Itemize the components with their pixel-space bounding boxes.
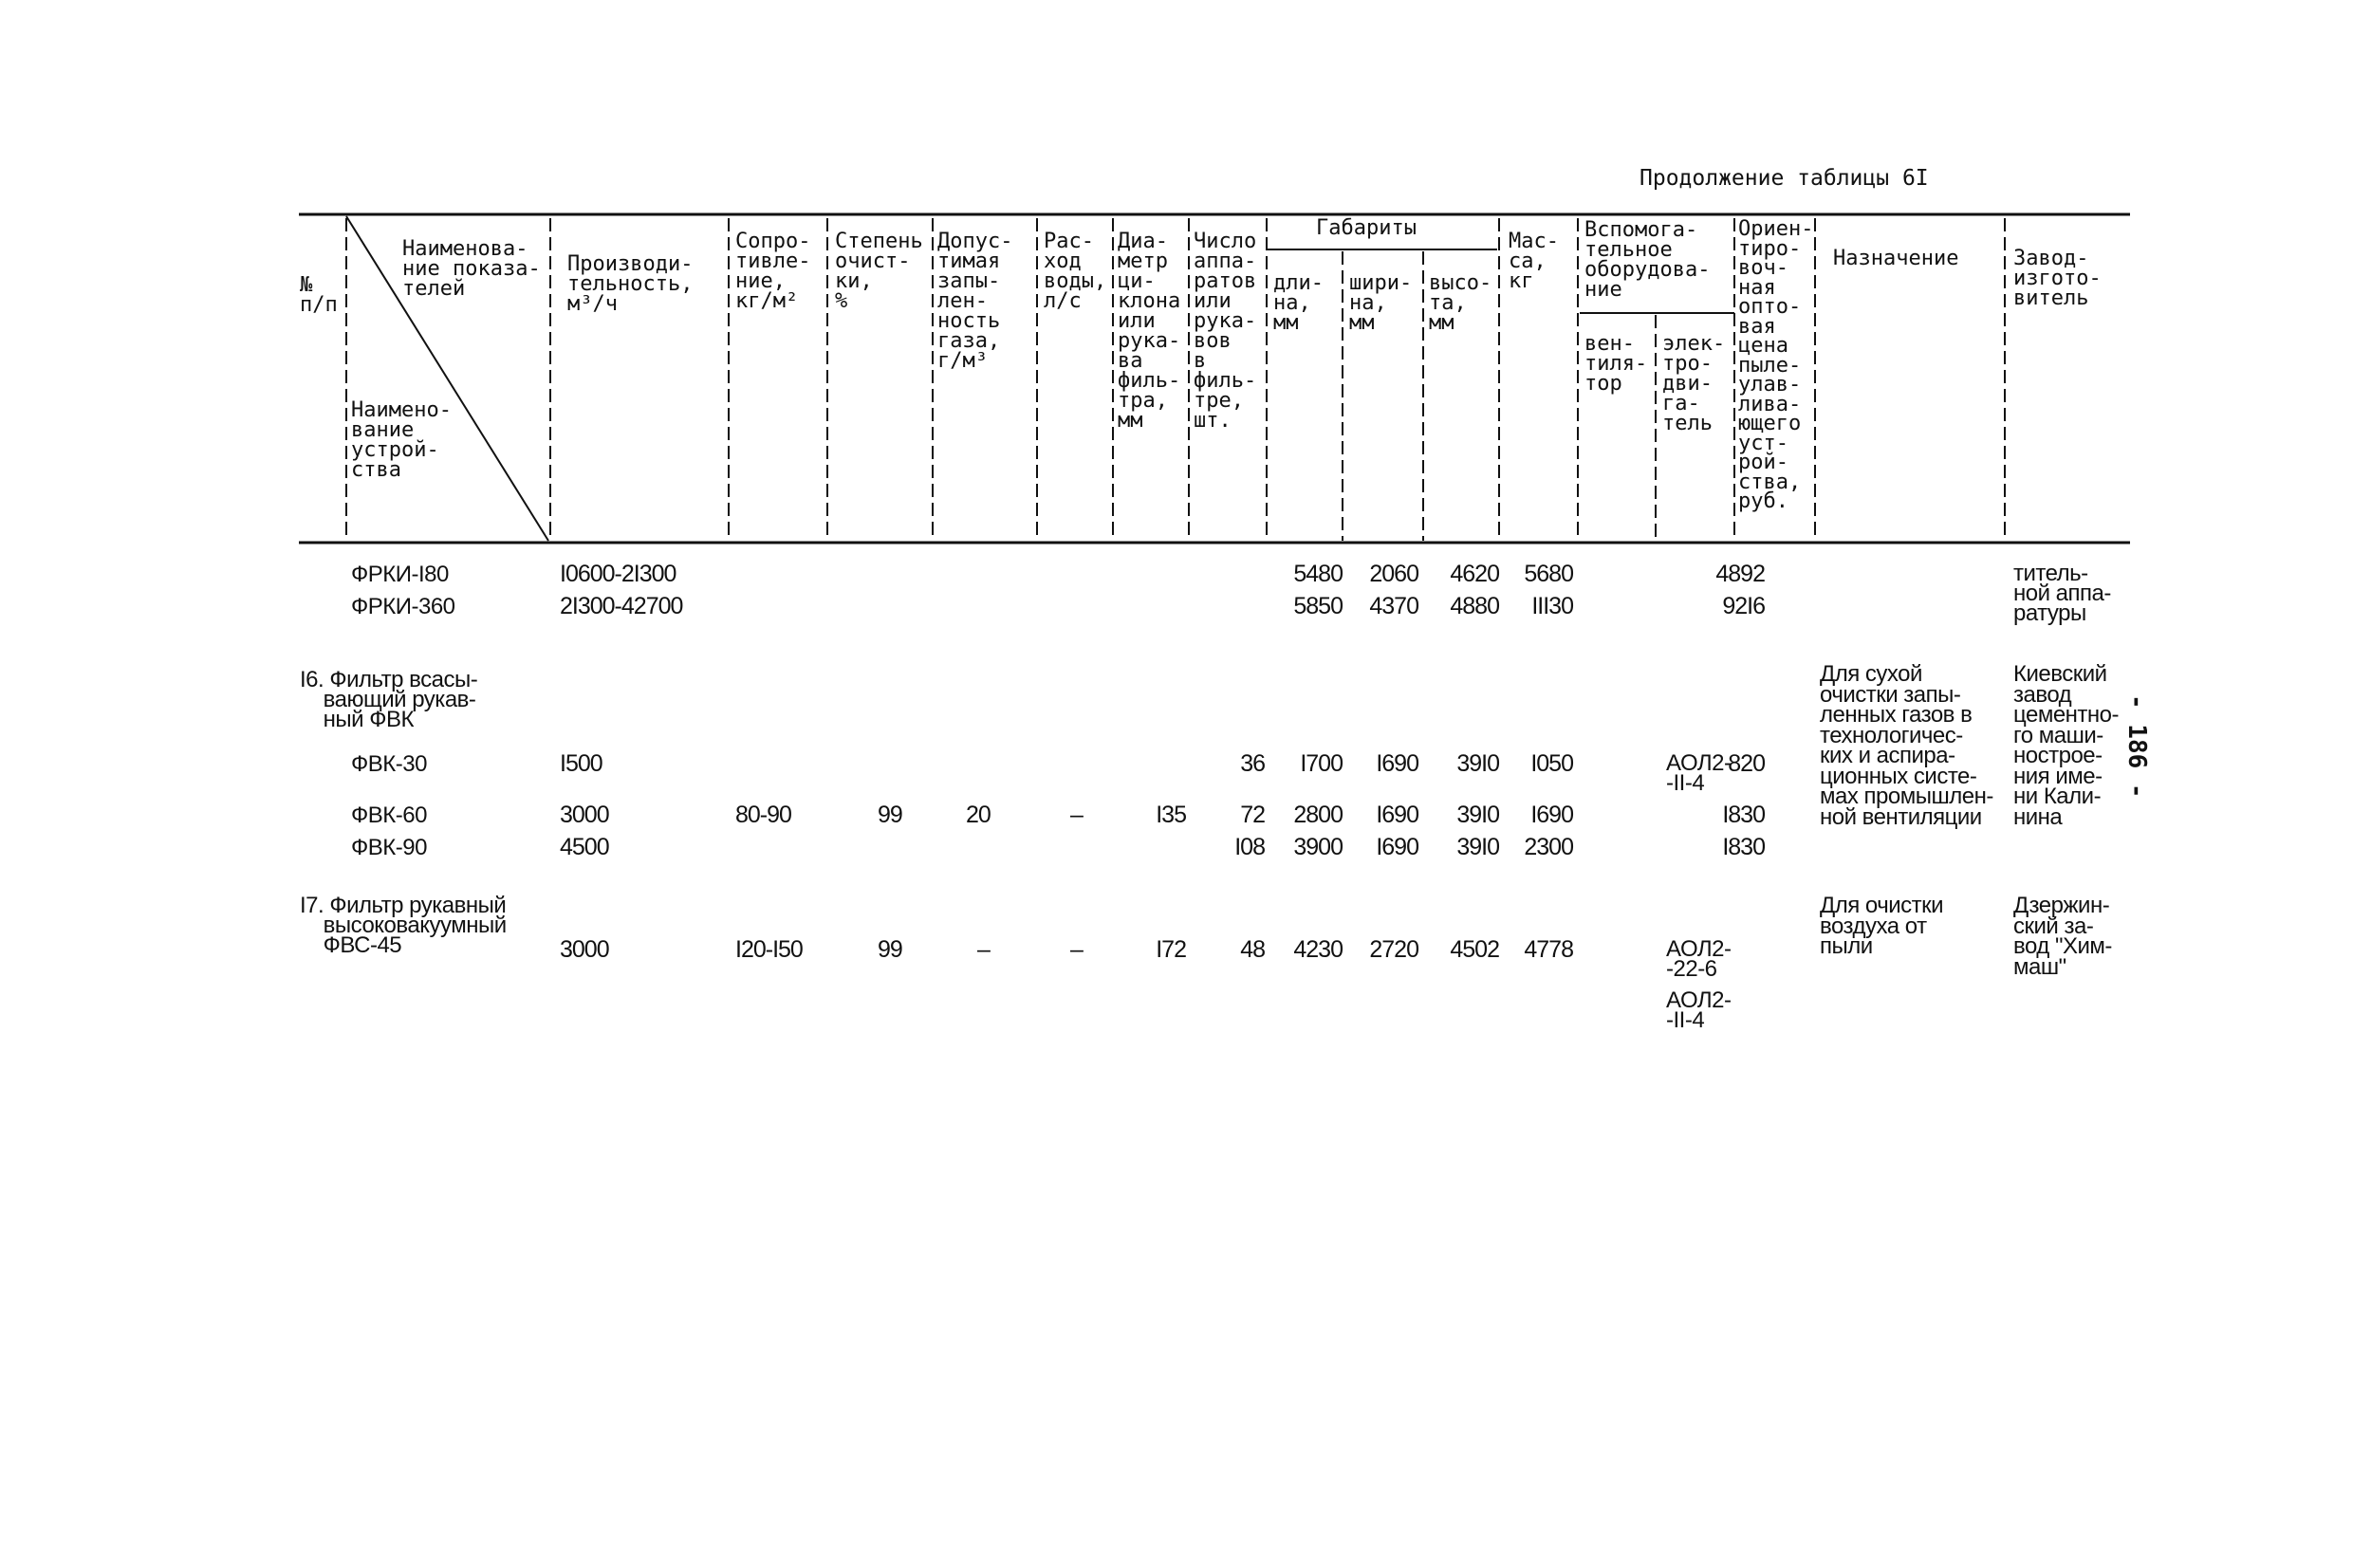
header-width: шири- на, мм [1349,271,1413,335]
cell-width: I690 [1376,802,1418,828]
cell-water: – [1070,802,1083,828]
cell-height: 4502 [1450,936,1499,963]
cell-motor: АОЛ2- -22-6 [1666,936,1732,982]
cell-mass: 5680 [1524,561,1573,587]
cell-capacity: 2I300-42700 [560,593,683,619]
header-resistance: Сопро- тивле- ние, кг/м² [735,230,811,313]
cell-count: 72 [1240,802,1265,828]
header-height: высо- та, мм [1429,271,1492,335]
group-title: I6. Фильтр всасы- вающий рукав- ный ФВК [300,667,478,732]
cell-motor: АОЛ2- -II-4 [1666,750,1732,796]
cell-width: I690 [1376,750,1418,777]
cell-mass: I690 [1530,802,1573,828]
header-name-device: Наимено- вание устрой- ства [351,398,452,482]
page-header: Продолжение таблицы 6I [1640,166,1929,191]
cell-water: – [1070,936,1083,963]
cell-length: I700 [1300,750,1343,777]
header-fan: вен- тиля- тор [1584,332,1648,396]
cell-mass: I050 [1530,750,1573,777]
cell-price: 4892 [1715,561,1765,587]
cell-capacity: 4500 [560,834,609,860]
cell-width: I690 [1376,834,1418,860]
cell-dust: 20 [966,802,991,828]
cell-mass: III30 [1531,593,1573,619]
header-aux: Вспомога- тельное оборудова- ние [1584,218,1711,302]
cell-resistance: I20-I50 [735,936,803,963]
cell-purpose: Для очистки воздуха от пыли [1820,893,1944,959]
cell-height: 39I0 [1456,802,1499,828]
cell-motor: АОЛ2- -II-4 [1666,987,1732,1033]
cell-capacity: 3000 [560,936,609,963]
cell-height: 39I0 [1456,750,1499,777]
cell-maker: Дзержин- ский за- вод "Хим- маш" [2013,893,2112,980]
cell-price: I830 [1722,802,1765,828]
header-name-indicators: Наименова- ние показа- телей [402,237,541,301]
group-title: I7. Фильтр рукавный высоковакуумный ФВС-45 [300,893,507,958]
cell-length: 2800 [1293,802,1343,828]
cell-length: 5480 [1293,561,1343,587]
header-price: Ориен- тиро- воч- ная опто- вая цена пыле- улав- лива- ющего уст- рой- ства, руб. [1738,217,1814,513]
cell-capacity: I500 [560,750,602,777]
header-length: дли- на, мм [1273,271,1324,335]
cell-price: 92I6 [1722,593,1765,619]
cell-resistance: 80-90 [735,802,791,828]
cell-maker: Киевский завод цементно- го маши- нострое- ния име- ни Кали- нина [2013,661,2120,830]
header-capacity: Производи- тельность, м³/ч [567,252,694,316]
header-dust: Допус- тимая запы- лен- ность газа, г/м³ [937,230,1013,373]
cell-length: 3900 [1293,834,1343,860]
cell-diameter: I35 [1156,802,1186,828]
cell-width: 2720 [1369,936,1418,963]
cell-capacity: I0600-2I300 [560,561,676,587]
cell-capacity: 3000 [560,802,609,828]
cell-dust: – [977,936,990,963]
header-mass: Мас- са, кг [1509,230,1559,293]
cell-height: 4880 [1450,593,1499,619]
row-name: ФРКИ-360 [351,594,455,619]
header-count: Число аппа- ратов или рука- вов в филь- тре, шт. [1194,230,1257,433]
cell-maker: титель- ной аппа- ратуры [2013,561,2111,626]
cell-width: 2060 [1369,561,1418,587]
row-name: ФВК-60 [351,802,427,828]
row-name: ФВК-90 [351,835,427,860]
cell-count: I08 [1234,834,1265,860]
cell-diameter: I72 [1156,936,1186,963]
cell-price: 820 [1728,750,1765,777]
row-name: ФРКИ-I80 [351,562,449,587]
header-dims: Габариты [1316,216,1417,240]
cell-length: 5850 [1293,593,1343,619]
header-no: № п/п [300,273,338,317]
header-diameter: Диа- метр ци- клона или рука- ва филь- тра, мм [1118,230,1181,433]
cell-length: 4230 [1293,936,1343,963]
row-name: ФВК-30 [351,751,427,777]
cell-price: I830 [1722,834,1765,860]
page-number: - 186 - [2122,694,2151,799]
header-motor: элек- тро- дви- га- тель [1662,332,1726,435]
header-water: Рас- ход воды, л/с [1044,230,1107,313]
cell-efficiency: 99 [878,936,902,963]
header-maker: Завод- изгото- витель [2013,247,2102,310]
cell-width: 4370 [1369,593,1418,619]
cell-count: 48 [1240,936,1265,963]
cell-height: 4620 [1450,561,1499,587]
cell-mass: 4778 [1524,936,1573,963]
cell-mass: 2300 [1524,834,1573,860]
cell-height: 39I0 [1456,834,1499,860]
header-purpose: Назначение [1833,247,1959,270]
header-efficiency: Степень очист- ки, % [835,230,923,313]
cell-efficiency: 99 [878,802,902,828]
cell-count: 36 [1240,750,1265,777]
cell-purpose: Для сухой очистки запы- ленных газов в технологичес- ких и аспира- ционных систе- мах промышлен- ной вентиляции [1820,661,1993,830]
